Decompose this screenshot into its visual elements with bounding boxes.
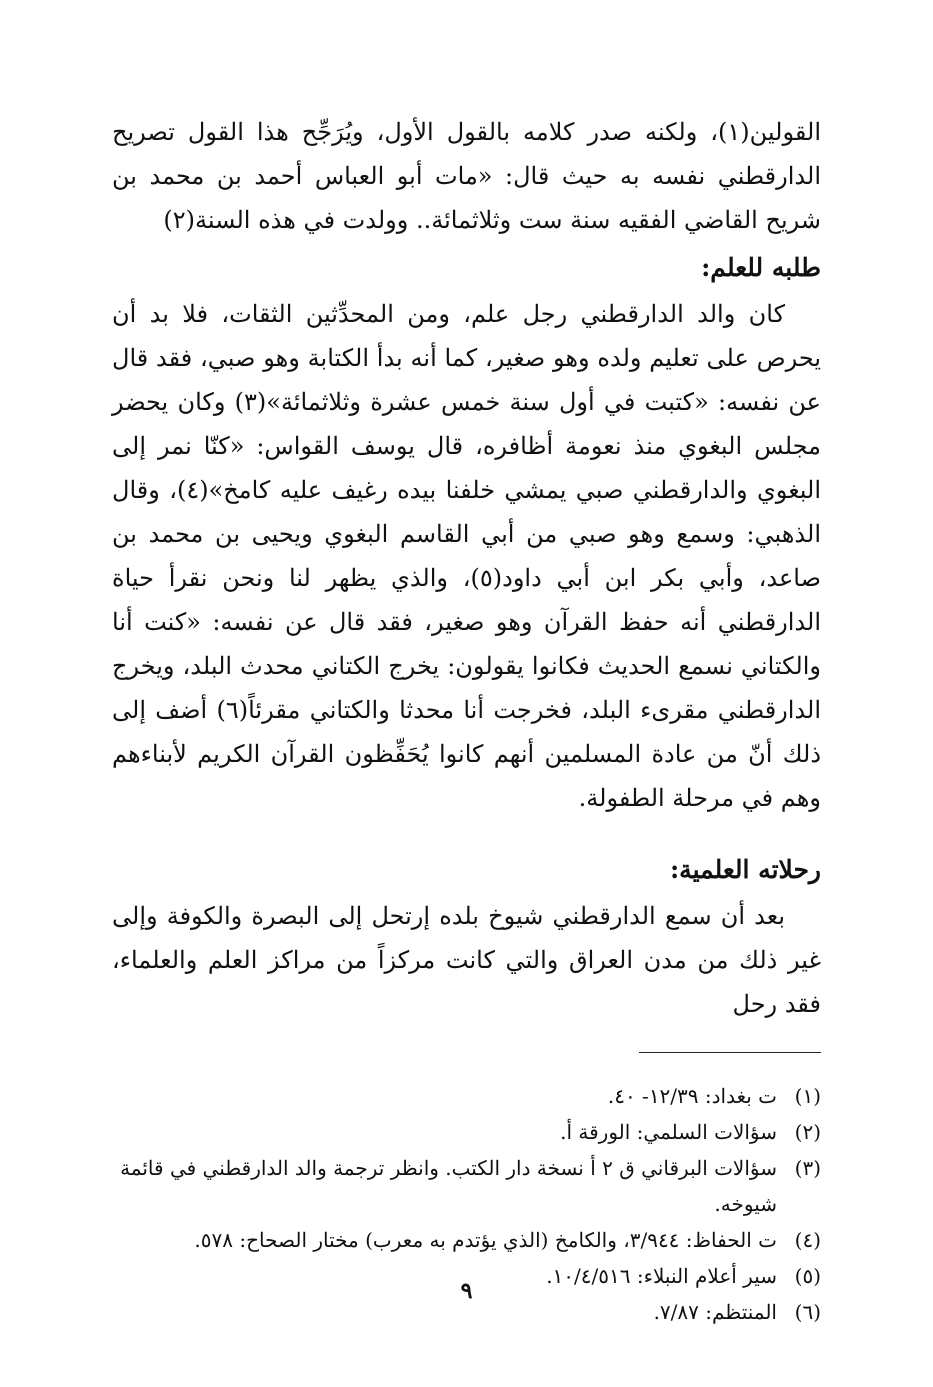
footnote-separator-area <box>112 1026 821 1066</box>
page-number: ٩ <box>460 1278 473 1304</box>
footnote-text: المنتظم: ٧/٨٧. <box>653 1300 777 1324</box>
footnote-item <box>112 1078 821 1114</box>
footnote-number: (٣) <box>794 1156 821 1180</box>
footnote-item <box>112 1150 821 1222</box>
footnote-item <box>112 1222 821 1258</box>
paragraph-intro: القولين(١)، ولكنه صدر كلامه بالقول الأول، ويُرَجِّح هذا القول تصريح الدارقطني نفسه به حيث قال: «مات أبو العباس أحمد بن محمد بن شريح القاضي الفقيه سنة ست وثلاثمائة.. وولدت في هذه السنة(٢) <box>112 118 821 234</box>
footnote-item <box>112 1114 821 1150</box>
footnote-text: ت بغداد: ١٢/٣٩- ٤٠. <box>607 1084 777 1108</box>
footnote-separator <box>639 1052 821 1053</box>
footnote-text: سير أعلام النبلاء: ١٠/٤/٥١٦. <box>546 1264 777 1288</box>
footnote-number: (٢) <box>794 1120 821 1144</box>
paragraph-scholarly-journeys: بعد أن سمع الدارقطني شيوخ بلده إرتحل إلى البصرة والكوفة وإلى غير ذلك من مدن العراق والتي كانت مركزاً من مراكز العلم والعلماء، فقد رحل <box>112 902 821 1018</box>
footnote-number: (١) <box>794 1084 821 1108</box>
paragraph-seeking-knowledge: كان والد الدارقطني رجل علم، ومن المحدِّثين الثقات، فلا بد أن يحرص على تعليم ولده وهو صغير، كما أنه بدأ الكتابة وهو صبي، فقد قال عن نفسه: «كتبت في أول سنة خمس عشرة وثلاثمائة»(٣) وكان يحضر مجلس البغوي منذ نعومة أظافره، قال يوسف القواس: «كنّا نمر إلى البغوي والدارقطني صبي يمشي خلفنا بيده رغيف عليه كامخ»(٤)، وقال الذهبي: وسمع وهو صبي من أبي القاسم البغوي ويحيى بن محمد بن صاعد، وأبي بكر ابن أبي داود(٥)، والذي يظهر لنا ونحن نقرأ حياة الدارقطني أنه حفظ القرآن وهو صغير، فقد قال عن نفسه: «كنت أنا والكتاني نسمع الحديث فكانوا يقولون: يخرج الكتاني محدث البلد، ويخرج الدارقطني مقرىء البلد، فخرجت أنا محدثا والكتاني مقرئاً(٦) أضف إلى ذلك أنّ من عادة المسلمين أنهم كانوا يُحَفِّظون القرآن الكريم لأبناءهم وهم في مرحلة الطفولة. <box>112 300 822 812</box>
footnote-text: سؤالات البرقاني ق ٢ أ نسخة دار الكتب. وانظر ترجمة والد الدارقطني في قائمة شيوخه. <box>120 1156 777 1216</box>
footnote-text: ت الحفاظ: ٣/٩٤٤، والكامخ (الذي يؤتدم به معرب) مختار الصحاح: ٥٧٨. <box>194 1228 777 1252</box>
heading-scholarly-journeys: رحلاته العلمية: <box>669 855 821 884</box>
footnote-text: سؤالات السلمي: الورقة أ. <box>560 1120 777 1144</box>
footnote-number: (٥) <box>794 1264 821 1288</box>
footnote-number: (٦) <box>794 1300 821 1324</box>
footnote-number: (٤) <box>794 1228 821 1252</box>
heading-seeking-knowledge: طلبه للعلم: <box>701 253 821 282</box>
